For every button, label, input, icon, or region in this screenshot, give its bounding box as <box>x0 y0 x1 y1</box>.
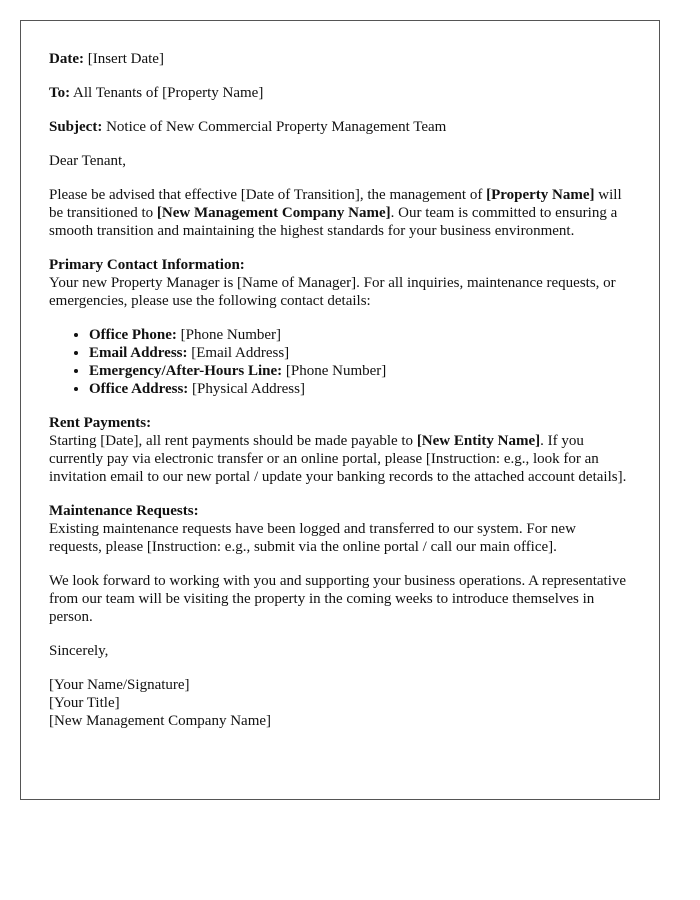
email-address-value: [Email Address] <box>187 345 290 361</box>
to-line <box>49 84 631 102</box>
date-label: Date: <box>49 51 84 67</box>
emergency-line-label: Emergency/After-Hours Line: <box>89 363 283 379</box>
office-address-value: [Physical Address] <box>188 381 305 397</box>
intro-company-name: [New Management Company Name] <box>156 205 391 221</box>
emergency-line-value: [Phone Number] <box>282 363 387 379</box>
intro-paragraph <box>49 186 631 240</box>
contact-heading: Primary Contact Information: <box>49 257 245 273</box>
office-phone-label: Office Phone: <box>89 327 177 343</box>
maintenance-heading: Maintenance Requests: <box>49 503 199 519</box>
signature-name: [Your Name/Signature] <box>49 677 190 693</box>
signature-title: [Your Title] <box>49 695 120 711</box>
rent-entity-name: [New Entity Name] <box>416 433 541 449</box>
subject-line <box>49 118 631 136</box>
office-phone-value: [Phone Number] <box>176 327 282 343</box>
date-value: [Insert Date] <box>83 51 164 67</box>
rent-section <box>49 414 631 486</box>
signature-block <box>49 676 631 730</box>
signoff: Sincerely, <box>49 643 109 659</box>
intro-text-1: Please be advised that effective [Date of Transition], the management of <box>49 187 487 203</box>
signature-company: [New Management Company Name] <box>49 713 272 729</box>
letter-document <box>20 20 660 800</box>
closing-paragraph: We look forward to working with you and supporting your business operations. A representative from our team will be visiting the property in the coming weeks to introduce themselves in person. <box>49 573 627 625</box>
list-item <box>89 326 631 344</box>
date-line <box>49 50 631 68</box>
list-item <box>89 362 631 380</box>
to-value: All Tenants of [Property Name] <box>70 85 264 101</box>
list-item <box>89 380 631 398</box>
rent-text-1: Starting [Date], all rent payments should be made payable to <box>49 433 417 449</box>
subject-value: Notice of New Commercial Property Management Team <box>102 119 447 135</box>
contact-section <box>49 256 631 310</box>
rent-heading: Rent Payments: <box>49 415 152 431</box>
subject-label: Subject: <box>49 119 103 135</box>
maintenance-body: Existing maintenance requests have been logged and transferred to our system. For new requests, please [Instruction: e.g., submit via the online portal / call our main office]. <box>49 521 576 555</box>
intro-property-name: [Property Name] <box>486 187 595 203</box>
contact-list <box>49 326 631 398</box>
rent-text-2: . If you currently pay via electronic transfer or an online portal, please [Instruction: e.g., look for an invitation email to our new portal / update your banking records to the attached account details]. <box>49 433 627 485</box>
to-label: To: <box>49 85 71 101</box>
intro-text-3: . Our team is committed to ensuring a smooth transition and maintaining the highest standards for your business environment. <box>49 205 618 239</box>
email-address-label: Email Address: <box>89 345 188 361</box>
maintenance-section <box>49 502 631 556</box>
office-address-label: Office Address: <box>89 381 189 397</box>
intro-text-2: will be transitioned to <box>49 187 622 221</box>
list-item <box>89 344 631 362</box>
contact-body: Your new Property Manager is [Name of Manager]. For all inquiries, maintenance requests, or emergencies, please use the following contact details: <box>49 275 616 309</box>
greeting: Dear Tenant, <box>49 153 126 169</box>
